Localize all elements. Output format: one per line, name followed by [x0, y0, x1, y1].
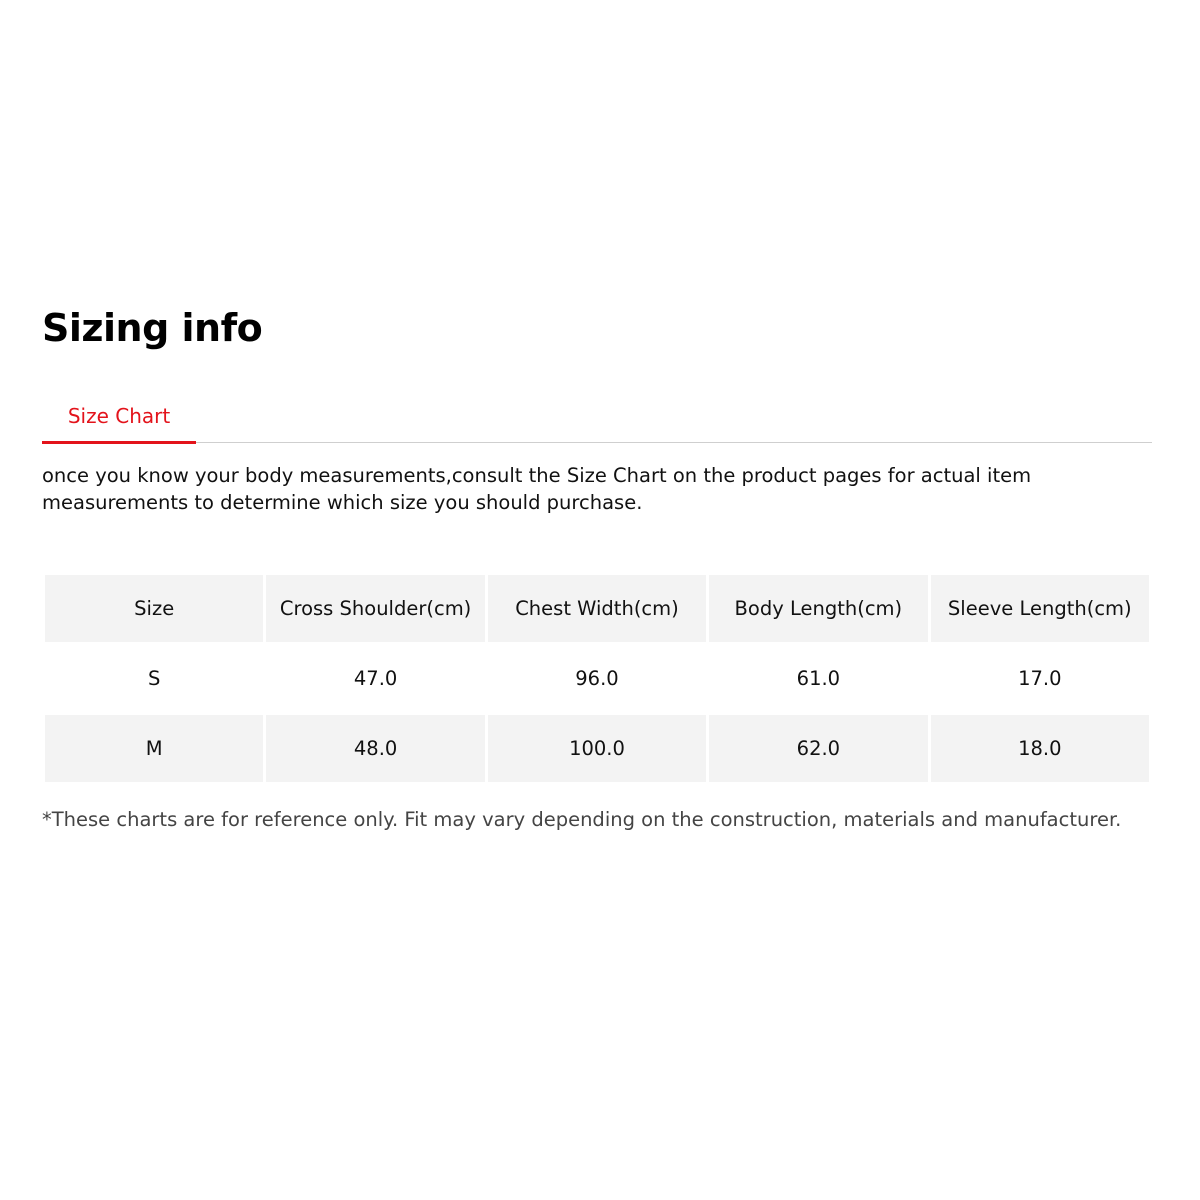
table-cell-body-length: 61.0 [709, 645, 927, 712]
column-header-size: Size [45, 575, 263, 642]
size-chart-table [42, 572, 1152, 785]
table-cell-size: M [45, 715, 263, 782]
active-tab-indicator [42, 441, 196, 444]
table-header-row [45, 575, 1149, 642]
table-cell-size: S [45, 645, 263, 712]
column-header-body-length: Body Length(cm) [709, 575, 927, 642]
page-title: Sizing info [42, 306, 263, 350]
table-row [45, 715, 1149, 782]
table-cell-chest-width: 96.0 [488, 645, 706, 712]
column-header-sleeve-length: Sleeve Length(cm) [931, 575, 1149, 642]
table-cell-sleeve-length: 18.0 [931, 715, 1149, 782]
column-header-cross-shoulder: Cross Shoulder(cm) [266, 575, 484, 642]
table-cell-cross-shoulder: 47.0 [266, 645, 484, 712]
intro-text: once you know your body measurements,consult the Size Chart on the product pages for actual item measurements to determine which size you should purchase. [42, 464, 1032, 514]
table-cell-body-length: 62.0 [709, 715, 927, 782]
tab-bar [42, 390, 1152, 443]
column-header-chest-width: Chest Width(cm) [488, 575, 706, 642]
reference-footnote: *These charts are for reference only. Fit may vary depending on the construction, materials and manufacturer. [42, 808, 1122, 831]
tab-size-chart-label: Size Chart [67, 404, 171, 428]
table-cell-cross-shoulder: 48.0 [266, 715, 484, 782]
tab-size-chart[interactable] [42, 390, 196, 442]
table-cell-sleeve-length: 17.0 [931, 645, 1149, 712]
table-row [45, 645, 1149, 712]
table-cell-chest-width: 100.0 [488, 715, 706, 782]
